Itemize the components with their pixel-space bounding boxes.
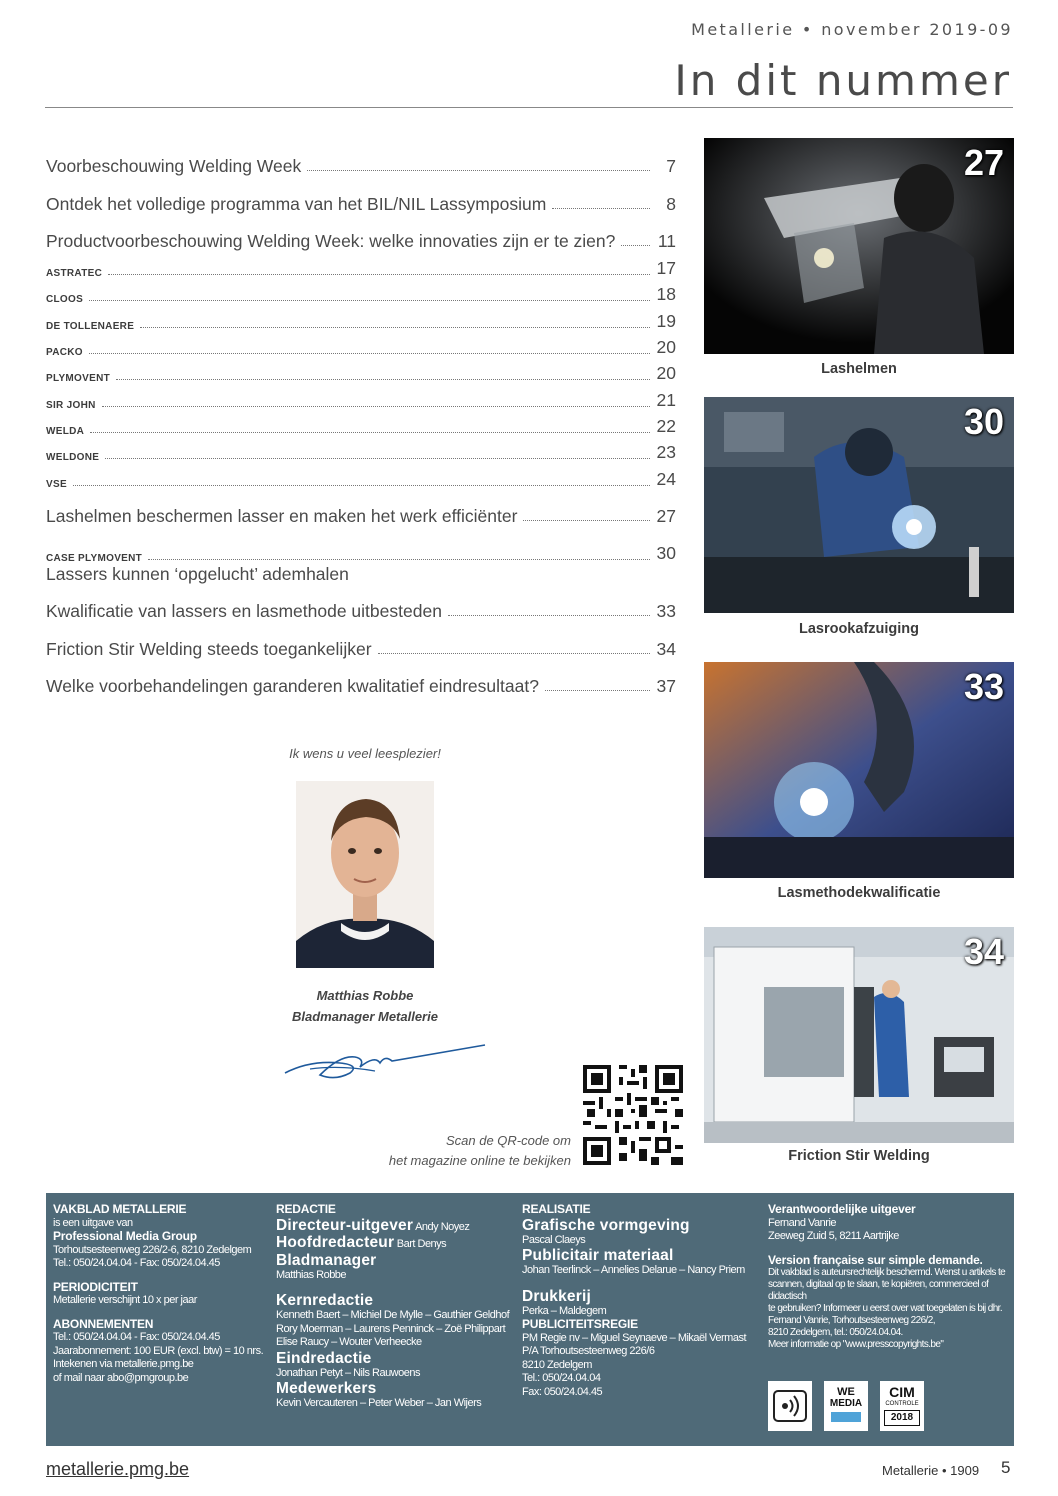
toc-page: 33 (656, 601, 676, 621)
toc-leader (448, 614, 650, 616)
qr-note-line2: het magazine online te bekijken (388, 1153, 571, 1168)
colophon-text: of mail naar abo@pmgroup.be (53, 1371, 189, 1384)
toc-page: 34 (656, 639, 676, 659)
publisher-address: Torhoutsesteenweg 226/2-6, 8210 Zedelgem (53, 1243, 252, 1256)
toc-title: WELDA (46, 426, 85, 437)
photo-caption: Lasrookafzuiging (798, 621, 920, 637)
photo-caption: Friction Stir Welding (788, 1148, 930, 1164)
colophon-legal: te gebruiken? Informeer u eerst over wat toegelaten is bij dhr. (768, 1303, 1003, 1314)
photo-welding-robot[interactable] (704, 662, 1014, 878)
toc-title: Lashelmen beschermen lasser en maken het werk efficiënter (46, 506, 518, 526)
copyright-signal-icon (768, 1381, 812, 1431)
toc-page: 8 (666, 194, 676, 214)
colophon-text: 8210 Zedelgem (522, 1358, 592, 1371)
toc-page: 20 (656, 337, 676, 357)
colophon-heading: VAKBLAD METALLERIE (53, 1202, 187, 1216)
toc-page: 18 (656, 284, 676, 304)
page-number-badge: 34 (963, 931, 1004, 972)
toc-leader (89, 352, 650, 354)
toc-leader (89, 299, 650, 301)
toc-title: CASE PLYMOVENT (46, 553, 143, 564)
toc-title: SIR JOHN (46, 400, 96, 411)
toc-title: Productvoorbeschouwing Welding Week: welke innovaties zijn er te zien? (46, 231, 616, 251)
colophon-text: PM Regie nv – Miguel Seynaeve – Mikaël Vermast (522, 1331, 747, 1344)
toc-page: 7 (666, 156, 676, 176)
toc-subentry[interactable] (46, 311, 676, 332)
colophon-text: Tel.: 050/24.04.04 (522, 1372, 601, 1384)
toc-leader (545, 689, 650, 691)
colophon-legal: scannen, digitaal op te slaan, te kopiëren, commercieel of didactisch (768, 1279, 989, 1302)
toc-subentry[interactable] (46, 442, 676, 463)
toc-page: 17 (656, 258, 676, 278)
photo-welding-helmet[interactable] (704, 138, 1014, 354)
colophon-production (522, 1203, 762, 1399)
colophon-publisher (53, 1203, 268, 1385)
toc-leader (621, 244, 650, 246)
toc-page: 21 (656, 390, 676, 410)
toc-leader (378, 652, 650, 654)
toc-subentry[interactable] (46, 416, 676, 437)
toc-leader (552, 207, 650, 209)
colophon-heading: PERIODICITEIT (53, 1279, 138, 1294)
qr-code[interactable] (583, 1065, 683, 1165)
toc-subentry[interactable] (46, 543, 676, 564)
photo-friction-stir-welding[interactable] (704, 927, 1014, 1143)
colophon-text: Kenneth Baert – Michiel De Mylle – Gauthier Geldhof (276, 1309, 510, 1321)
colophon-text: Andy Noyez (415, 1220, 470, 1233)
toc-title: PACKO (46, 347, 83, 358)
publisher-phone: Tel.: 050/24.04.04 - Fax: 050/24.04.45 (53, 1257, 220, 1269)
editor-signature (280, 1035, 490, 1085)
wemedia-text: MEDIA (829, 1398, 863, 1409)
toc-page: 20 (656, 363, 676, 383)
toc-entry[interactable] (46, 601, 676, 622)
cim-year: 2018 (884, 1410, 920, 1426)
footer-magazine: Metallerie • 1909 (882, 1463, 980, 1478)
toc-subentry[interactable] (46, 390, 676, 411)
colophon-text: Fernand Vanrie (768, 1216, 837, 1229)
colophon-legal: Fernand Vanrie, Torhoutsesteenweg 226/2, (768, 1315, 935, 1326)
colophon-heading: Verantwoordelijke uitgever (768, 1202, 916, 1216)
toc-leader (102, 405, 650, 407)
editor-name: Matthias Robbe (316, 988, 414, 1003)
colophon-text: Intekenen via metallerie.pmg.be (53, 1358, 194, 1370)
toc-title: Friction Stir Welding steeds toegankelijker (46, 639, 372, 659)
toc-entry[interactable] (46, 156, 676, 177)
editor-role: Bladmanager Metallerie (292, 1009, 438, 1024)
colophon-text: P/A Torhoutsesteenweg 226/6 (522, 1345, 655, 1357)
toc-subentry[interactable] (46, 337, 676, 358)
colophon-label: Bladmanager (276, 1251, 377, 1269)
qr-note-line1: Scan de QR-code om (445, 1133, 571, 1148)
colophon-legal: Meer informatie op "www.presscopyrights.be" (768, 1339, 944, 1350)
toc-page: 22 (656, 416, 676, 436)
cim-text: CIM (889, 1384, 915, 1400)
colophon-legal: 8210 Zedelgem, tel.: 050/24.04.04. (768, 1327, 903, 1338)
toc-title: Kwalificatie van lassers en lasmethode uitbesteden (46, 601, 442, 621)
toc-page: 19 (656, 311, 676, 331)
wemedia-logo (824, 1381, 868, 1431)
colophon-text: Perka – Maldegem (522, 1304, 607, 1317)
colophon-label: Drukkerij (522, 1287, 591, 1305)
colophon-label: Kernredactie (276, 1292, 374, 1309)
colophon-text: Zeeweg Zuid 5, 8211 Aartrijke (768, 1230, 899, 1242)
certification-logos (768, 1381, 928, 1433)
colophon (46, 1193, 1014, 1446)
colophon-label: Publicitair materiaal (522, 1247, 674, 1264)
colophon-text: Jonathan Petyt – Nils Rauwoens (276, 1366, 420, 1379)
colophon-label: Grafische vormgeving (522, 1216, 690, 1234)
colophon-label: Eindredactie (276, 1349, 372, 1367)
toc-page: 11 (657, 231, 676, 251)
toc-title: DE TOLLENAERE (46, 321, 135, 332)
colophon-text: Tel.: 050/24.04.04 - Fax: 050/24.04.45 (53, 1331, 220, 1343)
presscopyrights-logo (768, 1381, 812, 1431)
toc-page: 23 (656, 442, 676, 462)
colophon-text: Rory Moerman – Laurens Penninck – Zoë Philippart (276, 1322, 506, 1335)
footer-website-link[interactable]: metallerie.pmg.be (46, 1459, 190, 1479)
colophon-editorial (276, 1203, 516, 1411)
colophon-label: Medewerkers (276, 1380, 377, 1397)
page-number-badge: 27 (963, 142, 1004, 183)
toc-entry[interactable] (46, 676, 676, 697)
toc-leader (90, 431, 650, 433)
toc-title: VSE (46, 479, 67, 490)
toc-leader (140, 326, 650, 328)
toc-subentry[interactable] (46, 284, 676, 305)
page-title: In dit nummer (674, 56, 1012, 105)
publisher-name: Professional Media Group (53, 1229, 197, 1243)
toc-title: CLOOS (46, 294, 84, 305)
toc-leader (148, 558, 650, 560)
toc-entry[interactable] (46, 194, 676, 215)
colophon-heading: REALISATIE (522, 1202, 591, 1216)
colophon-text: Elise Raucy – Wouter Verheecke (276, 1336, 422, 1348)
colophon-text: Metallerie verschijnt 10 x per jaar (53, 1294, 197, 1306)
toc-subentry[interactable] (46, 258, 676, 279)
colophon-text: is een uitgave van (53, 1216, 133, 1229)
toc-page: 37 (656, 676, 676, 696)
wemedia-mark (831, 1412, 861, 1422)
toc-subentry[interactable] (46, 363, 676, 384)
toc-leader (73, 484, 650, 486)
toc-title: Welke voorbehandelingen garanderen kwalitatief eindresultaat? (46, 676, 539, 696)
toc-subtitle: Lassers kunnen ‘opgelucht’ ademhalen (46, 564, 349, 584)
toc-entry[interactable] (46, 639, 676, 660)
toc-leader (523, 519, 650, 521)
portrait-illustration (296, 781, 434, 968)
page-number-badge: 33 (963, 666, 1004, 707)
toc-entry[interactable] (46, 506, 676, 527)
photo-fume-extraction[interactable] (704, 397, 1014, 613)
toc-page: 27 (656, 506, 676, 526)
toc-title: Voorbeschouwing Welding Week (46, 156, 302, 176)
header-divider (45, 107, 1013, 108)
toc-entry[interactable] (46, 231, 676, 252)
colophon-label: Hoofdredacteur (276, 1234, 395, 1251)
toc-subentry[interactable] (46, 469, 676, 490)
colophon-text: Bart Denys (396, 1238, 447, 1250)
toc-title: ASTRATEC (46, 268, 103, 279)
editor-wish: Ik wens u veel leesplezier! (289, 746, 441, 761)
toc-title: PLYMOVENT (46, 373, 111, 384)
toc-page: 30 (656, 543, 676, 563)
colophon-legal: Dit vakblad is auteursrechtelijk beschermd. Wenst u artikels te (768, 1267, 1006, 1278)
cim-text: CONTROLE (885, 1401, 919, 1407)
issue-line: Metallerie • november 2019-09 (691, 20, 1013, 39)
wemedia-text: WE (837, 1386, 855, 1398)
colophon-text: Fax: 050/24.04.45 (522, 1385, 603, 1398)
toc-title: Ontdek het volledige programma van het BIL/NIL Lassymposium (46, 194, 547, 214)
colophon-heading: REDACTIE (276, 1202, 336, 1216)
colophon-text: Matthias Robbe (276, 1268, 347, 1281)
cim-logo (880, 1381, 924, 1431)
page-number-badge: 30 (963, 401, 1004, 442)
colophon-heading: ABONNEMENTEN (53, 1316, 154, 1331)
toc-leader (116, 378, 650, 380)
colophon-text: Johan Teerlinck – Annelies Delarue – Nancy Priem (522, 1264, 745, 1276)
colophon-heading: PUBLICITEITSREGIE (522, 1317, 638, 1331)
colophon-text: Jaarabonnement: 100 EUR (excl. btw) = 10 nrs. (53, 1344, 264, 1357)
toc-leader (307, 169, 650, 171)
photo-caption: Lasmethodekwalificatie (777, 885, 941, 901)
colophon-heading: Version française sur simple demande. (768, 1252, 983, 1267)
footer-page-number: 5 (1001, 1458, 1011, 1477)
colophon-responsible (768, 1203, 1008, 1351)
toc-page: 24 (656, 469, 676, 489)
toc-title: WELDONE (46, 452, 100, 463)
toc-leader (105, 457, 650, 459)
colophon-text: Pascal Claeys (522, 1233, 586, 1246)
colophon-label: Directeur-uitgever (276, 1216, 414, 1234)
toc-leader (108, 273, 650, 275)
editor-portrait (296, 781, 434, 968)
colophon-text: Kevin Vercauteren – Peter Weber – Jan Wijers (276, 1397, 482, 1409)
photo-caption: Lashelmen (821, 361, 897, 377)
